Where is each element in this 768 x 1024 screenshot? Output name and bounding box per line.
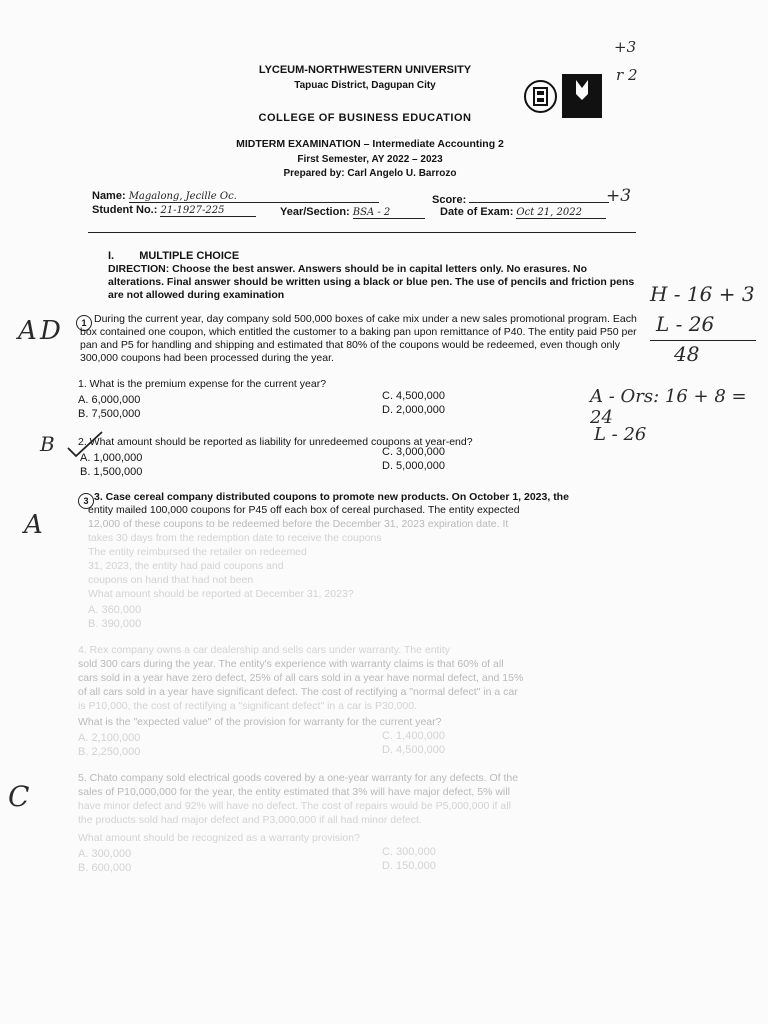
q1-circle-mark: 1 <box>76 313 92 331</box>
exam-date-label: Date of Exam: <box>440 206 514 218</box>
exam-prepared-by: Prepared by: Carl Angelo U. Barrozo <box>283 168 457 179</box>
name-field <box>92 190 379 203</box>
q3-choice-a[interactable]: A. 360,000 <box>88 604 142 616</box>
q4-line-4: of all cars sold in a year have significant defect. The cost of rectifying a "normal defect" in a car <box>78 686 518 698</box>
hand-answer-5: C <box>8 780 30 813</box>
q3-choice-b[interactable]: B. 390,000 <box>88 618 142 630</box>
section-heading <box>108 250 239 262</box>
direction-label: DIRECTION: <box>108 263 170 275</box>
q4-choice-d[interactable]: D. 4,500,000 <box>382 744 445 756</box>
q5-line-2: sales of P10,000,000 for the year, the entity estimated that 3% will have major defect, 5% will <box>78 786 510 798</box>
hand-answer-1: A <box>18 316 37 346</box>
hand-answer-2: B <box>40 432 55 456</box>
exam-semester: First Semester, AY 2022 – 2023 <box>297 154 443 165</box>
q1-choice-c[interactable]: C. 4,500,000 <box>382 390 445 402</box>
directions <box>108 263 643 302</box>
hand-note-top-1: +3 <box>614 38 637 56</box>
exam-title: MIDTERM EXAMINATION – Intermediate Accounting 2 <box>236 138 504 150</box>
q5-line-1: 5. Chato company sold electrical goods covered by a one-year warranty for any defects. Of the <box>78 772 519 784</box>
q3-line-4: takes 30 days from the redemption date to receive the coupons <box>88 532 382 544</box>
q3-line-2: entity mailed 100,000 coupons for P45 off each box of cereal purchased. The entity expected <box>88 504 520 516</box>
name-value[interactable]: Magalong, Jecille Oc. <box>129 191 379 203</box>
exam-date-value[interactable]: Oct 21, 2022 <box>516 207 606 219</box>
university-name: LYCEUM-NORTHWESTERN UNIVERSITY <box>258 64 472 76</box>
q5-choice-c[interactable]: C. 300,000 <box>382 846 436 858</box>
q3-line-5: The entity reimbursed the retailer on redeemed <box>88 546 307 558</box>
year-section-value[interactable]: BSA - 2 <box>353 207 425 219</box>
q5-choice-b[interactable]: B. 600,000 <box>78 862 132 874</box>
section-number: I. <box>108 250 115 262</box>
accreditation-seal <box>562 74 602 118</box>
q4-line-6: What is the "expected value" of the provision for warranty for the current year? <box>78 716 442 728</box>
q4-line-1: 4. Rex company owns a car dealership and sells cars under warranty. The entity <box>78 644 450 656</box>
q1-choice-d[interactable]: D. 2,000,000 <box>382 404 445 416</box>
score-value-line[interactable] <box>469 202 609 203</box>
q1-choice-b[interactable]: B. 7,500,000 <box>78 408 141 420</box>
q1-text: 1. What is the premium expense for the current year? <box>78 378 327 390</box>
q3-line-1: 3. Case cereal company distributed coupons to promote new products. On October 1, 2023, the <box>94 491 569 503</box>
hand-tally-faint-2: L - 26 <box>594 424 647 445</box>
q5-line-4: the products sold had major defect and P3,000,000 if all had minor defect. <box>78 814 422 826</box>
q4-choice-b[interactable]: B. 2,250,000 <box>78 746 141 758</box>
student-no-label: Student No.: <box>92 204 158 216</box>
direction-text: Choose the best answer. Answers should be in capital letters only. No erasures. No alterations. Final answer should be written using a black or blue pen. The use of pencils and friction pens are not allowed during examination <box>108 263 635 301</box>
q4-line-3: cars sold in a year have zero defect, 25% of all cars sold in a year have normal defect, and 15% <box>78 672 524 684</box>
score-field <box>432 194 609 206</box>
hand-answer-1b: D <box>40 316 61 346</box>
q3-circle-mark: 3 <box>78 491 94 509</box>
hand-tally-2: L - 26 <box>656 312 715 336</box>
q5-line-5: What amount should be recognized as a warranty provision? <box>78 832 360 844</box>
hand-tally-total: 48 <box>674 342 700 366</box>
student-no-value[interactable]: 21-1927-225 <box>160 205 256 217</box>
university-logo <box>524 80 557 113</box>
q4-line-5: is P10,000, the cost of rectifying a "significant defect" in a car is P30,000. <box>78 700 417 712</box>
q5-choice-d[interactable]: D. 150,000 <box>382 860 436 872</box>
q2-text: 2. What amount should be reported as liability for unredeemed coupons at year-end? <box>78 436 473 448</box>
exam-date-field <box>440 206 606 219</box>
hand-tally-line <box>650 340 756 341</box>
college-name: COLLEGE OF BUSINESS EDUCATION <box>258 112 472 124</box>
university-location: Tapuac District, Dagupan City <box>294 80 436 91</box>
section-title: MULTIPLE CHOICE <box>139 250 240 262</box>
q5-choice-a[interactable]: A. 300,000 <box>78 848 132 860</box>
q5-line-3: have minor defect and 92% will have no defect. The cost of repairs would be P5,000,000 if all <box>78 800 511 812</box>
year-section-field <box>280 206 425 219</box>
student-no-field <box>92 204 256 217</box>
hand-answer-3: A <box>24 510 43 540</box>
year-section-label: Year/Section: <box>280 206 350 218</box>
q4-choice-c[interactable]: C. 1,400,000 <box>382 730 445 742</box>
q4-choice-a[interactable]: A. 2,100,000 <box>78 732 141 744</box>
q2-choice-d[interactable]: D. 5,000,000 <box>382 460 445 472</box>
q2-choice-a[interactable]: A. 1,000,000 <box>80 452 143 464</box>
header-divider <box>88 232 636 233</box>
q3-line-7: coupons on hand that had not been <box>88 574 254 586</box>
score-value: +3 <box>606 186 632 206</box>
name-label: Name: <box>92 190 126 202</box>
q4-line-2: sold 300 cars during the year. The entity's experience with warranty claims is that 60% of all <box>78 658 504 670</box>
q3-line-6: 31, 2023, the entity had paid coupons and <box>88 560 284 572</box>
q2-choice-c[interactable]: C. 3,000,000 <box>382 446 445 458</box>
q3-line-8: What amount should be reported at December 31, 2023? <box>88 588 354 600</box>
q3-line-3: 12,000 of these coupons to be redeemed before the December 31, 2023 expiration date. It <box>88 518 509 530</box>
hand-tally-1: H - 16 + 3 <box>650 282 755 306</box>
q2-choice-b[interactable]: B. 1,500,000 <box>80 466 143 478</box>
hand-tally-faint-1: A - Ors: 16 + 8 = 24 <box>590 386 747 428</box>
score-label: Score: <box>432 194 467 206</box>
hand-note-top-2: r 2 <box>616 66 638 84</box>
q1-intro: During the current year, day company sold 500,000 boxes of cake mix under a new sales promotional program. Each box contained one coupon, which entitled the customer to a baking pan upon remittance of P40. The entity paid P50 per pan and P5 for handling and shipping and estimated that 80% of the coupons would be redeemed, even though only 300,000 coupons had been processed during the year. <box>80 313 637 364</box>
q1-choice-a[interactable]: A. 6,000,000 <box>78 394 141 406</box>
